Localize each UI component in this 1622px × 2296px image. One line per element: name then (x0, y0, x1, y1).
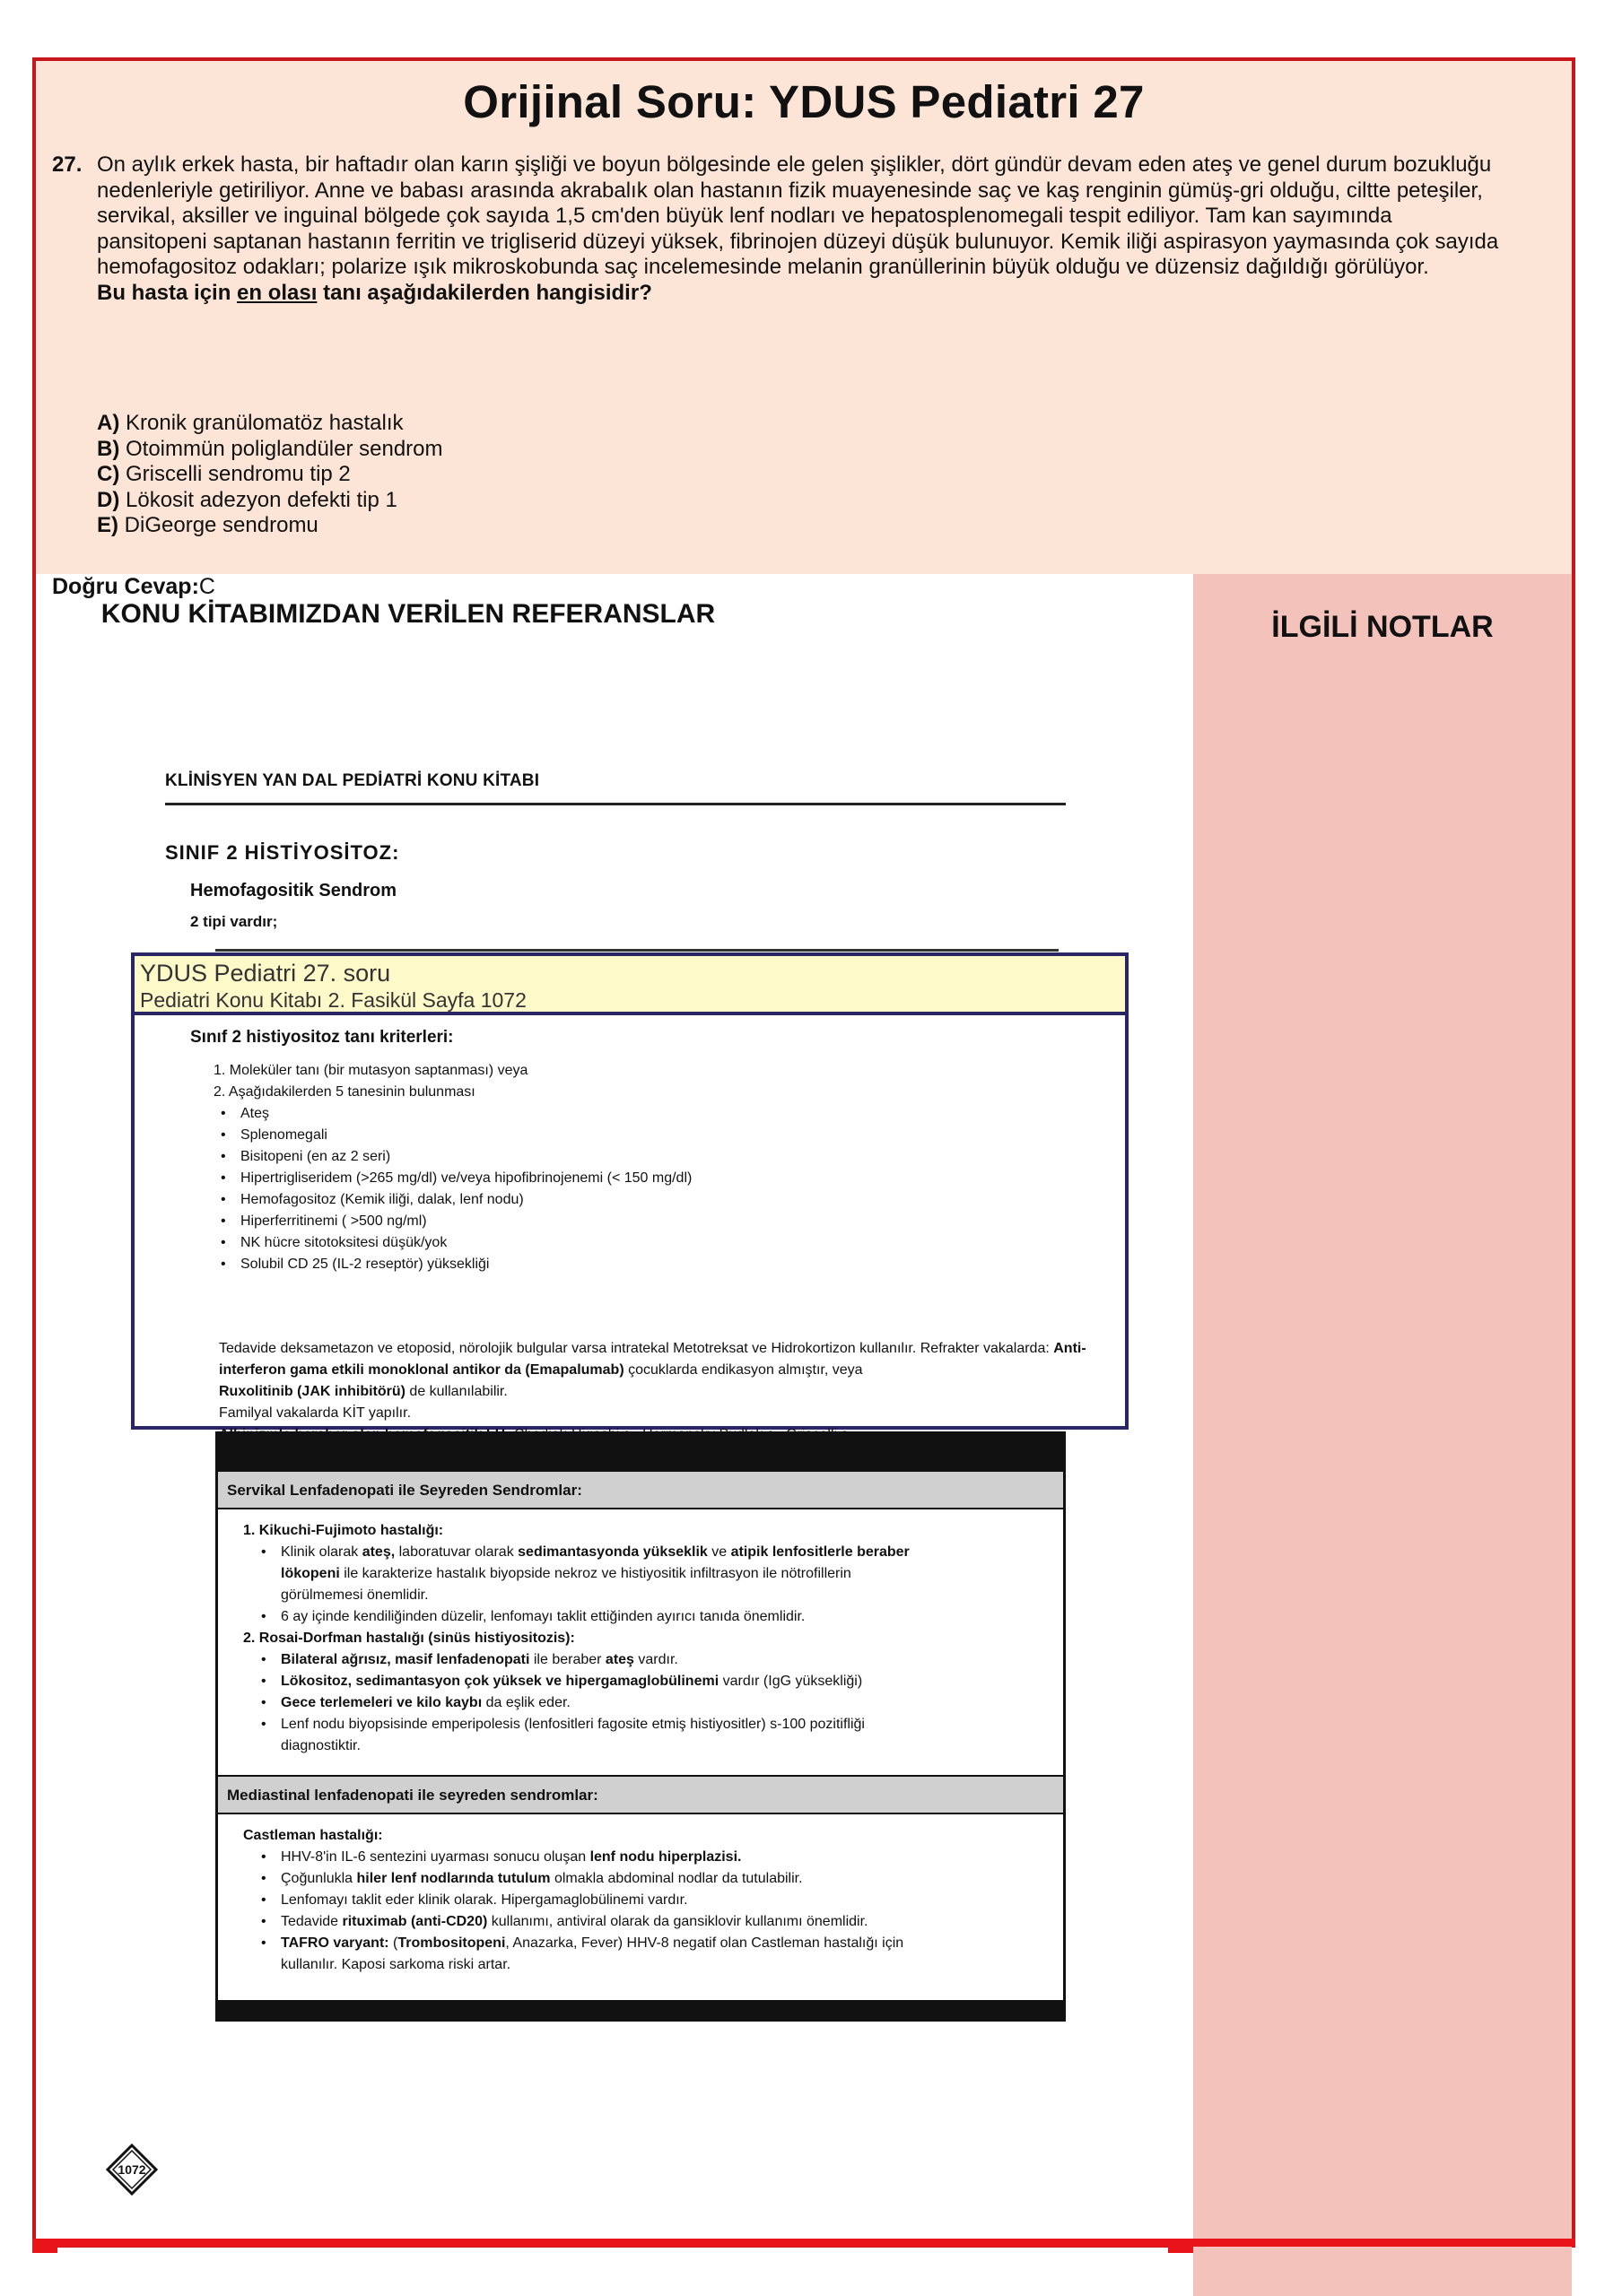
question-title: Orijinal Soru: YDUS Pediatri 27 (463, 76, 1145, 127)
rosai-bullet: • Lökositoz, sedimantasyon çok yüksek ve hipergamaglobülinemi vardır (IgG yüksekliği) (243, 1671, 910, 1692)
notes-title: İLGİLİ NOTLAR (1271, 610, 1494, 644)
criteria-bullet: • NK hücre sitotoksitesi düşük/yok (214, 1232, 692, 1254)
treatment-text: Tedavide deksametazon ve etoposid, nörolojik bulgular varsa intratekal Metotreksat ve Hidrokortizon kullanılır. Refrakter vakalarda: Anti-interferon gama etkili monoklonal antikor da (Emapalumab) çocuklarda endikasyon almıştır, veya Ruxolitinib (JAK inhibitörü) de kullanılabilir. (219, 1341, 1086, 1399)
popup-header (135, 956, 1125, 1015)
castleman-bullet: • Çoğunlukla hiler lenf nodlarında tutulum olmakla abdominal nodlar da tutulabilir. (243, 1868, 903, 1890)
subsection-title: Hemofagositik Sendrom (190, 881, 397, 900)
header-divider (165, 803, 1066, 805)
table-bottom-bar (215, 2000, 1066, 2022)
rosai-bullet: • Gece terlemeleri ve kilo kaybı da eşlik eder. (243, 1692, 910, 1714)
criteria-bullet: • Hiperferritinemi ( >500 ng/ml) (214, 1211, 692, 1232)
option-d[interactable]: D) Lökosit adezyon defekti tip 1 (97, 487, 397, 512)
kikuchi-bullet: • Klinik olarak ateş, laboratuvar olarak sedimantasyonda yükseklik ve atipik lenfositlerle beraber (243, 1542, 910, 1563)
question-stem (52, 152, 1505, 306)
page-number-badge (106, 2144, 158, 2196)
castleman-bullet: • TAFRO varyant: (Trombositopeni, Anazarka, Fever) HHV-8 negatif olan Castleman hastalığı için (243, 1933, 903, 1954)
table-band-mediastinal: Mediastinal lenfadenopati ile seyreden sendromlar: (218, 1775, 1063, 1814)
castleman-bullet: • Tedavide rituximab (anti-CD20) kullanımı, antiviral olarak da gansiklovir kullanımı önemlidir. (243, 1911, 903, 1933)
bottom-border-line (32, 2239, 1575, 2247)
mediastinal-content (243, 1825, 903, 1976)
page-number: 1072 (118, 2162, 146, 2177)
criteria-list (214, 1060, 692, 1275)
castleman-bullet: • HHV-8'in IL-6 sentezini uyarması sonucu oluşan lenf nodu hiperplazisi. (243, 1847, 903, 1868)
rosai-title: 2. Rosai-Dorfman hastalığı (sinüs histiyositozis): (243, 1631, 575, 1646)
question-number: 27. (52, 152, 83, 177)
bottom-tab-left (32, 2242, 57, 2253)
rosai-bullet: • Lenf nodu biyopsisinde emperipolesis (lenfositleri fagosite etmiş histiyositler) s-100 pozitifliği (243, 1714, 910, 1735)
familial-note: Familyal vakalarda KİT yapılır. (219, 1405, 412, 1421)
answer-options (97, 411, 443, 539)
option-b[interactable]: B) Otoimmün poliglandüler sendrom (97, 436, 443, 461)
criteria-bullet: • Hipertrigliseridem (>265 mg/dl) ve/veya hipofibrinojenemi (< 150 mg/dl) (214, 1168, 692, 1189)
table-top-bar (215, 1431, 1066, 1467)
criteria-item: 2. Aşağıdakilerden 5 tanesinin bulunması (214, 1084, 475, 1100)
rosai-bullet-cont: diagnostiktir. (281, 1738, 361, 1753)
syndromes-table (215, 1467, 1066, 2020)
table-band-cervical: Servikal Lenfadenopati ile Seyreden Sendromlar: (218, 1470, 1063, 1509)
criteria-bullet: • Splenomegali (214, 1125, 692, 1146)
rosai-bullet: • Bilateral ağrısız, masif lenfadenopati ile beraber ateş vardır. (243, 1649, 910, 1671)
kikuchi-bullet-cont: lökopeni ile karakterize hastalık biyopside nekroz ve histiyositik infiltrasyon ile nötrofillerin (281, 1566, 851, 1581)
question-panel (36, 61, 1572, 599)
criteria-title: Sınıf 2 histiyositoz tanı kriterleri: (190, 1028, 454, 1047)
section-title: SINIF 2 HİSTİYOSİTOZ: (165, 841, 400, 864)
bottom-tab-right (1168, 2242, 1193, 2253)
book-header: KLİNİSYEN YAN DAL PEDİATRİ KONU KİTABI (165, 771, 540, 790)
option-e[interactable]: E) DiGeorge sendromu (97, 513, 318, 537)
option-a[interactable]: A) Kronik granülomatöz hastalık (97, 411, 404, 435)
reference-popup (131, 952, 1129, 1430)
cervical-content (243, 1520, 910, 1757)
question-ask: Bu hasta için en olası tanı aşağıdakilerden hangisidir? (97, 280, 652, 305)
castleman-title: Castleman hastalığı: (243, 1828, 383, 1843)
correct-answer: Doğru Cevap:C (52, 574, 215, 599)
popup-source-line: YDUS Pediatri 27. soru (140, 960, 391, 987)
subsection-note: 2 tipi vardır; (190, 913, 278, 930)
castleman-bullet-cont: kullanılır. Kaposi sarkoma riski artar. (281, 1957, 511, 1972)
kikuchi-title: 1. Kikuchi-Fujimoto hastalığı: (243, 1523, 444, 1538)
notes-panel (1193, 574, 1572, 2296)
criteria-bullet: • Solubil CD 25 (IL-2 reseptör) yüksekliği (214, 1254, 692, 1275)
option-c[interactable]: C) Griscelli sendromu tip 2 (97, 462, 351, 486)
kikuchi-bullet-cont: görülmemesi önemlidir. (281, 1587, 429, 1603)
popup-page-line: Pediatri Konu Kitabı 2. Fasikül Sayfa 1072 (140, 988, 527, 1012)
question-text: On aylık erkek hasta, bir haftadır olan karın şişliği ve boyun bölgesinde ele gelen şişlikler, dört gündür devam eden ateş ve genel durum bozukluğu nedenleriyle getiriliyor. Anne ve babası arasında akrabalık olan hastanın fizik muayenesinde saç ve kaş renginin gümüş-gri olduğu, ciltte peteşiler, servikal, aksiller ve inguinal bölgede çok sayıda 1,5 cm'den büyük lenf nodları ve hepatosplenomegali tespit ediliyor. Tam kan sayımında pansitopeni saptanan hastanın ferritin ve trigliserid düzeyi yüksek, fibrinojen düzeyi düşük bulunuyor. Kemik iliği aspirasyon yaymasında çok sayıda hemofagositoz odakları; polarize ışık mikroskobunda saç incelemesinde melanin granüllerinin büyük olduğu ve düzensiz dağıldığı görülüyor. (97, 152, 1499, 279)
criteria-item: 1. Moleküler tanı (bir mutasyon saptanması) veya (214, 1063, 528, 1078)
castleman-bullet: • Lenfomayı taklit eder klinik olarak. Hipergamaglobülinemi vardır. (243, 1890, 903, 1911)
criteria-bullet: • Bisitopeni (en az 2 seri) (214, 1146, 692, 1168)
kikuchi-bullet: • 6 ay içinde kendiliğinden düzelir, lenfomayı taklit ettiğinden ayırıcı tanıda önemlidir. (243, 1606, 910, 1628)
criteria-bullet: • Ateş (214, 1103, 692, 1125)
criteria-bullet: • Hemofagositoz (Kemik iliği, dalak, lenf nodu) (214, 1189, 692, 1211)
reference-title: KONU KİTABIMIZDAN VERİLEN REFERANSLAR (100, 599, 716, 629)
